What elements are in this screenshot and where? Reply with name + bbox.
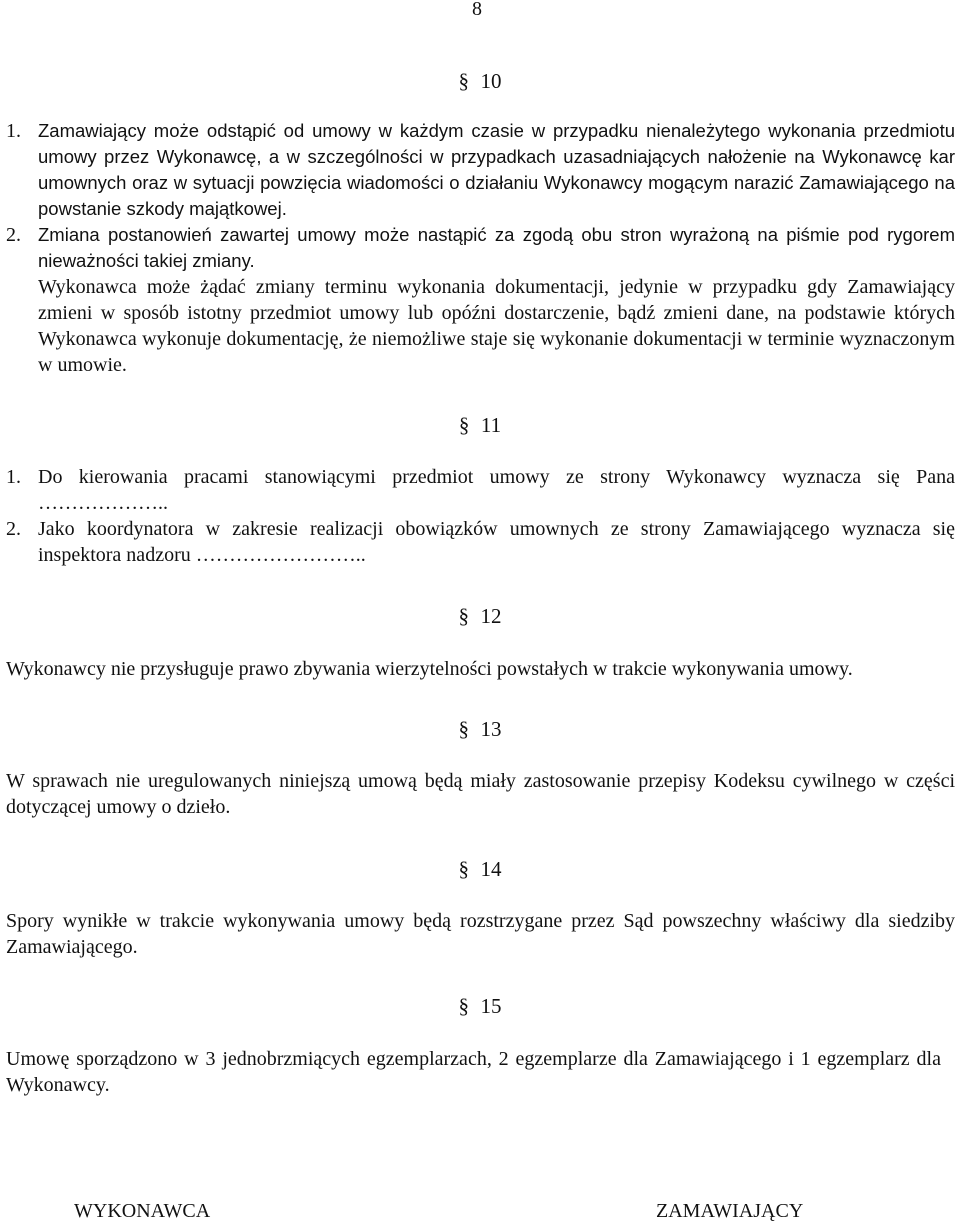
paragraph-text: Wykonawca może żądać zmiany terminu wykonania dokumentacji, jedynie w przypadku gdy Zamawiający zmieni w sposób istotny przedmiot umowy lub opóźni dostarczenie, bądź zmieni dane, na podstawie których Wykonawca wykonuje dokumentację, że niemożliwe staje się wykonanie dokumentacji w terminie wyznaczonym w umowie. — [38, 276, 955, 376]
section-heading-11 — [0, 412, 960, 438]
item-number: 1. — [6, 466, 21, 488]
section-number: § 10 — [459, 68, 502, 94]
section-number: § 12 — [459, 603, 502, 629]
page-number: 8 — [472, 0, 482, 20]
section-number: § 14 — [459, 856, 502, 882]
section-number: § 13 — [459, 716, 502, 742]
section-heading-12 — [0, 603, 960, 629]
paragraph: W sprawach nie uregulowanych niniejszą umową będą miały zastosowanie przepisy Kodeksu cywilnego w części dotyczącej umowy o dzieło. — [6, 770, 955, 818]
section-heading-13 — [0, 716, 960, 742]
section-number: § 15 — [459, 993, 502, 1019]
section-heading-15 — [0, 993, 960, 1019]
signature-label-contractor: WYKONAWCA — [74, 1200, 211, 1222]
paragraph-continuation — [6, 274, 955, 378]
paragraph: Wykonawcy nie przysługuje prawo zbywania wierzytelności powstałych w trakcie wykonywania umowy. — [6, 658, 853, 680]
list-item — [6, 516, 955, 568]
paragraph: Spory wynikłe w trakcie wykonywania umowy będą rozstrzygane przez Sąd powszechny właściwy dla siedziby Zamawiającego. — [6, 910, 955, 958]
item-number: 2. — [6, 518, 21, 540]
item-text: Do kierowania pracami stanowiącymi przedmiot umowy ze strony Wykonawcy wyznacza się Pana ……………….. — [38, 466, 955, 514]
section-heading-10 — [0, 68, 960, 94]
paragraph: Umowę sporządzono w 3 jednobrzmiących egzemplarzach, 2 egzemplarze dla Zamawiającego i 1 egzemplarz dla Wykonawcy. — [6, 1048, 941, 1096]
list-item — [6, 464, 955, 516]
list-item — [6, 118, 955, 222]
section-number: § 11 — [459, 412, 501, 438]
section-heading-14 — [0, 856, 960, 882]
item-number: 1. — [6, 120, 21, 142]
item-text: Zamawiający może odstąpić od umowy w każdym czasie w przypadku nienależytego wykonania przedmiotu umowy przez Wykonawcę, a w szczególności w przypadkach uzasadniających nałożenie na Wykonawcę kar umownych oraz w sytuacji powzięcia wiadomości o działaniu Wykonawcy mogącym narazić Zamawiającego na powstanie szkody majątkowej. — [38, 120, 955, 219]
signature-label-client: ZAMAWIAJĄCY — [656, 1200, 804, 1222]
item-text: Jako koordynatora w zakresie realizacji obowiązków umownych ze strony Zamawiającego wyznacza się inspektora nadzoru …………………….. — [38, 518, 955, 566]
list-item — [6, 222, 955, 274]
item-number: 2. — [6, 224, 21, 246]
item-text: Zmiana postanowień zawartej umowy może nastąpić za zgodą obu stron wyrażoną na piśmie pod rygorem nieważności takiej zmiany. — [38, 224, 955, 271]
